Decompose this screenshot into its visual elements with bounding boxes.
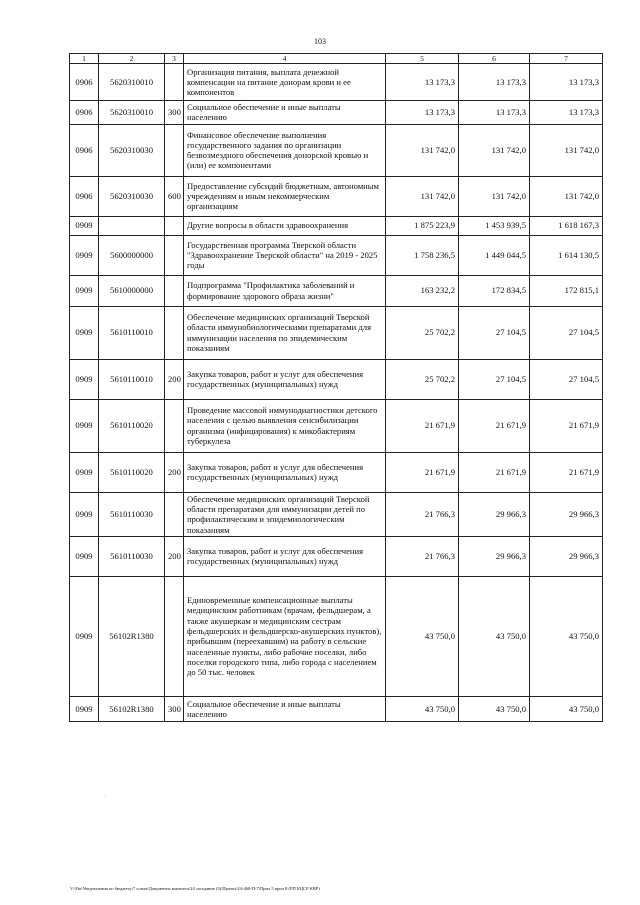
row-value-2024: 25 702,2 [386,359,459,399]
table-row [70,64,603,101]
row-value-2026: 21 671,9 [530,452,603,492]
row-name: Подпрограмма "Профилактика заболеваний и формирование здорового образа жизни" [184,275,386,306]
row-value-2026: 29 966,3 [530,536,603,576]
row-value-2025: 29 966,3 [459,492,530,536]
row-section-code: 0909 [70,536,99,576]
row-expense-type: 200 [165,359,184,399]
row-name: Закупка товаров, работ и услуг для обеспечения государственных (муниципальных) нужд [184,359,386,399]
row-section-code: 0909 [70,696,99,721]
row-expense-type: 300 [165,101,184,125]
row-name: Финансовое обеспечение выполнения государственного задания по организации безвозмездного обеспечения донорской кровью и (или) ее компонентами [184,124,386,176]
row-target-code: 5610110020 [99,399,165,452]
header-col-5: 5 [386,54,459,64]
row-name: Социальное обеспечение и иные выплаты населению [184,696,386,721]
row-name: Организация питания, выплата денежной компенсации на питание донорам крови и ее компонентов [184,64,386,101]
table-row [70,399,603,452]
row-value-2025: 43 750,0 [459,696,530,721]
row-target-code: 5600000000 [99,235,165,275]
row-expense-type [165,235,184,275]
table-header-row [70,54,603,64]
row-target-code: 56102R1380 [99,576,165,696]
row-section-code: 0909 [70,306,99,359]
table-row [70,235,603,275]
row-name: Закупка товаров, работ и услуг для обеспечения государственных (муниципальных) нужд [184,536,386,576]
row-value-2024: 21 766,3 [386,492,459,536]
row-value-2026: 27 104,5 [530,306,603,359]
row-value-2025: 29 966,3 [459,536,530,576]
row-section-code: 0909 [70,275,99,306]
row-section-code: 0909 [70,235,99,275]
row-name: Другие вопросы в области здравоохранения [184,216,386,235]
row-expense-type [165,64,184,101]
row-target-code: 5610110010 [99,306,165,359]
row-value-2024: 21 671,9 [386,399,459,452]
table-body [70,64,603,722]
row-section-code: 0909 [70,452,99,492]
table-row [70,696,603,721]
row-value-2025: 21 671,9 [459,452,530,492]
row-name: Закупка товаров, работ и услуг для обеспечения государственных (муниципальных) нужд [184,452,386,492]
row-value-2025: 172 834,5 [459,275,530,306]
row-value-2025: 1 449 044,5 [459,235,530,275]
row-value-2025: 27 104,5 [459,359,530,399]
row-value-2025: 13 173,3 [459,101,530,125]
row-value-2024: 25 702,2 [386,306,459,359]
row-value-2026: 13 173,3 [530,64,603,101]
table-row [70,124,603,176]
table-row [70,576,603,696]
row-target-code: 5610110010 [99,359,165,399]
row-value-2026: 1 614 130,5 [530,235,603,275]
row-value-2024: 43 750,0 [386,576,459,696]
row-value-2025: 1 453 939,5 [459,216,530,235]
row-section-code: 0909 [70,359,99,399]
row-target-code: 5620310010 [99,64,165,101]
row-expense-type: 600 [165,176,184,216]
row-target-code: 5610110020 [99,452,165,492]
row-target-code: 5610110030 [99,492,165,536]
budget-table [69,53,603,722]
row-expense-type [165,492,184,536]
header-col-2: 2 [99,54,165,64]
row-value-2026: 21 671,9 [530,399,603,452]
row-target-code [99,216,165,235]
row-section-code: 0909 [70,399,99,452]
row-target-code: 5620310010 [99,101,165,125]
row-value-2024: 43 750,0 [386,696,459,721]
row-value-2026: 172 815,1 [530,275,603,306]
row-target-code: 5620310030 [99,176,165,216]
page-number: 103 [314,37,326,46]
row-expense-type: 300 [165,696,184,721]
row-section-code: 0906 [70,101,99,125]
row-target-code: 5620310030 [99,124,165,176]
row-value-2025: 43 750,0 [459,576,530,696]
row-value-2024: 1 875 223,9 [386,216,459,235]
header-col-6: 6 [459,54,530,64]
row-target-code: 5610000000 [99,275,165,306]
row-target-code: 5610110030 [99,536,165,576]
row-section-code: 0906 [70,64,99,101]
file-path-footer: V:\Fin\Уведомления по бюджету\7 созыв\Документы комитета\24 заседание (3)\Проект\24-468-П-7\Прил 5 прил 8 (РП КЦСР КВР) [70,886,320,891]
row-value-2025: 21 671,9 [459,399,530,452]
row-value-2026: 1 618 167,3 [530,216,603,235]
row-value-2026: 131 742,0 [530,176,603,216]
row-name: Социальное обеспечение и иные выплаты населению [184,101,386,125]
row-name: Обеспечение медицинских организаций Тверской области иммунобиологическими препаратами для иммунизации населения по эпидемическим показаниям [184,306,386,359]
row-name: Предоставление субсидий бюджетным, автономным учреждениям и иным некоммерческим организациям [184,176,386,216]
row-expense-type [165,399,184,452]
header-col-7: 7 [530,54,603,64]
row-value-2025: 131 742,0 [459,176,530,216]
row-section-code: 0906 [70,124,99,176]
row-expense-type [165,306,184,359]
row-name: Государственная программа Тверской области "Здравоохранение Тверской области" на 2019 - 2025 годы [184,235,386,275]
row-value-2024: 1 758 236,5 [386,235,459,275]
row-value-2024: 13 173,3 [386,64,459,101]
table-row [70,452,603,492]
row-value-2026: 43 750,0 [530,696,603,721]
header-col-1: 1 [70,54,99,64]
row-name: Проведение массовой иммунодиагностики детского населения с целью выявления сенсибилизации организма (инфицирования) к микобактериям туберкулеза [184,399,386,452]
row-expense-type: 200 [165,452,184,492]
row-value-2026: 29 966,3 [530,492,603,536]
row-section-code: 0909 [70,216,99,235]
row-value-2025: 13 173,3 [459,64,530,101]
table-row [70,216,603,235]
row-target-code: 56102R1380 [99,696,165,721]
table-row [70,101,603,125]
table-row [70,492,603,536]
row-expense-type [165,124,184,176]
row-value-2024: 21 766,3 [386,536,459,576]
row-value-2024: 131 742,0 [386,124,459,176]
row-expense-type: 200 [165,536,184,576]
table-row [70,359,603,399]
row-name: Единовременные компенсационные выплаты медицинским работникам (врачам, фельдшерам, а также акушеркам и медицинским сестрам фельдшерских и фельдшерско-акушерских пунктов), прибывшим (переехавшим) на работу в сельские населенные пункты, либо рабочие поселки, либо поселки городского типа, либо города с населением до 50 тыс. человек [184,576,386,696]
row-section-code: 0909 [70,576,99,696]
table-row [70,275,603,306]
row-section-code: 0906 [70,176,99,216]
row-expense-type [165,576,184,696]
margin-dot: · [104,794,106,799]
row-name: Обеспечение медицинских организаций Тверской области препаратами для иммунизации детей по профилактическим и эпидемиологическим показаниям [184,492,386,536]
header-col-3: 3 [165,54,184,64]
row-value-2026: 13 173,3 [530,101,603,125]
row-value-2025: 131 742,0 [459,124,530,176]
row-value-2025: 27 104,5 [459,306,530,359]
table-row [70,306,603,359]
row-value-2026: 131 742,0 [530,124,603,176]
row-value-2024: 21 671,9 [386,452,459,492]
table-row [70,176,603,216]
row-value-2024: 163 232,2 [386,275,459,306]
header-col-4: 4 [184,54,386,64]
row-value-2026: 43 750,0 [530,576,603,696]
row-value-2024: 13 173,3 [386,101,459,125]
row-section-code: 0909 [70,492,99,536]
row-value-2024: 131 742,0 [386,176,459,216]
table-row [70,536,603,576]
row-expense-type [165,216,184,235]
row-value-2026: 27 104,5 [530,359,603,399]
row-expense-type [165,275,184,306]
